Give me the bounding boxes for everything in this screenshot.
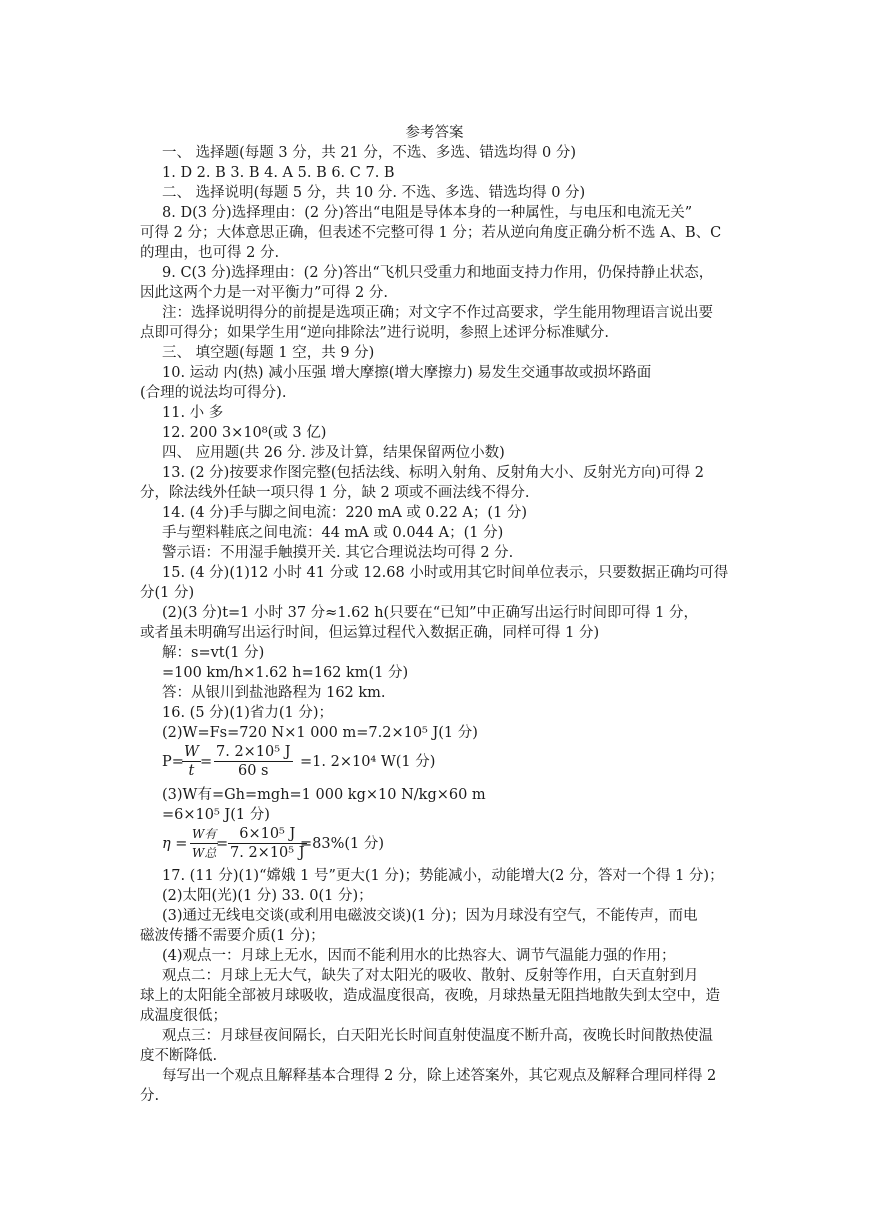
- section-heading: 四、 应用题(共 26 分. 涉及计算，结果保留两位小数): [162, 445, 505, 461]
- fraction-denominator: 7. 2×10⁵ J: [230, 845, 305, 861]
- answer-line: 观点二：月球上无大气，缺失了对太阳光的吸收、散射、反射等作用，白天直射到月: [162, 968, 699, 984]
- answer-line: 的理由，也可得 2 分.: [140, 245, 280, 261]
- fraction-useful-over-total: [190, 825, 218, 862]
- formula-result: =1. 2×10⁴ W(1 分): [300, 754, 436, 770]
- answer-line: 警示语：不用湿手触摸开关. 其它合理说法均可得 2 分.: [162, 545, 514, 561]
- formula-equals: =: [216, 836, 229, 852]
- answer-line: 分(1 分): [140, 585, 195, 601]
- answer-line: 16. (5 分)(1)省力(1 分)；: [162, 705, 334, 721]
- formula-lhs: η =: [162, 836, 188, 852]
- answer-line: 磁波传播不需要介质(1 分)；: [140, 928, 325, 944]
- section-heading: 三、 填空题(每题 1 空，共 9 分): [162, 345, 375, 361]
- answer-line: 球上的太阳能全部被月球吸收，造成温度很高，夜晚，月球热量无阻挡地散失到太空中，造: [140, 988, 720, 1004]
- answer-line: =6×10⁵ J(1 分): [162, 807, 270, 823]
- answer-line: 9. C(3 分)选择理由：(2 分)答出“飞机只受重力和地面支持力作用，仍保持静止状态，: [162, 265, 714, 281]
- answer-line: 10. 运动 内(热) 减小压强 增大摩擦(增大摩擦力) 易发生交通事故或损坏路面: [162, 365, 652, 381]
- answer-line: 12. 200 3×10⁸(或 3 亿): [162, 425, 327, 441]
- fraction-numerator: 6×10⁵ J: [228, 825, 307, 844]
- answer-line: (3)W有=Gh=mgh=1 000 kg×10 N/kg×60 m: [162, 787, 486, 803]
- answer-line: 每写出一个观点且解释基本合理得 2 分，除上述答案外，其它观点及解释合理同样得 2: [162, 1068, 717, 1084]
- formula-equals: =: [200, 754, 213, 770]
- answer-line: 分，除法线外任缺一项只得 1 分，缺 2 项或不画法线不得分.: [140, 485, 530, 501]
- answer-line: 14. (4 分)手与脚之间电流：220 mA 或 0.22 A；(1 分): [162, 505, 528, 521]
- answer-line: (2)W=Fs=720 N×1 000 m=7.2×10⁵ J(1 分): [162, 725, 478, 741]
- answer-line: 1. D 2. B 3. B 4. A 5. B 6. C 7. B: [162, 165, 395, 181]
- answer-line: (2)太阳(光)(1 分) 33. 0(1 分)；: [162, 888, 373, 904]
- answer-line: 分.: [140, 1088, 160, 1104]
- answer-line: 17. (11 分)(1)“嫦娥 1 号”更大(1 分)；势能减小，动能增大(2 分，答对一个得 1 分)；: [162, 868, 724, 884]
- answer-line: (2)(3 分)t=1 小时 37 分≈1.62 h(只要在“已知”中正确写出运行时间即可得 1 分，: [162, 605, 698, 621]
- fraction-denominator: W总: [192, 846, 217, 860]
- answer-line: 度不断降低.: [140, 1048, 218, 1064]
- fraction-work-over-time: [214, 743, 293, 780]
- answer-line: 成温度很低；: [140, 1008, 227, 1024]
- note-line: 点即可得分；如果学生用“逆向排除法”进行说明，参照上述评分标准赋分.: [140, 325, 609, 341]
- section-heading: 二、 选择说明(每题 5 分，共 10 分. 不选、多选、错选均得 0 分): [162, 185, 586, 201]
- answer-line: 解：s=vt(1 分): [162, 645, 265, 661]
- answer-line: 手与塑料鞋底之间电流：44 mA 或 0.044 A；(1 分): [162, 525, 504, 541]
- fraction-values: [228, 825, 307, 862]
- section-heading: 一、 选择题(每题 3 分，共 21 分，不选、多选、错选均得 0 分): [162, 145, 576, 161]
- fraction-denominator: 60 s: [238, 763, 269, 779]
- answer-line: 答：从银川到盐池路程为 162 km.: [162, 685, 386, 701]
- fraction-numerator: 7. 2×10⁵ J: [216, 744, 291, 760]
- answer-line: 可得 2 分；大体意思正确，但表述不完整可得 1 分；若从逆向角度正确分析不选 A、B、C: [140, 225, 722, 241]
- page-title: 参考答案: [405, 125, 464, 141]
- answer-line: 11. 小 多: [162, 405, 224, 421]
- answer-line: 13. (2 分)按要求作图完整(包括法线、标明入射角、反射角大小、反射光方向)可得 2: [162, 465, 704, 481]
- answer-line: =100 km/h×1.62 h=162 km(1 分): [162, 665, 409, 681]
- answer-line: (4)观点一：月球上无水，因而不能利用水的比热容大、调节气温能力强的作用；: [162, 948, 676, 964]
- fraction-denominator: t: [188, 763, 195, 779]
- answer-line: 或者虽未明确写出运行时间，但运算过程代入数据正确，同样可得 1 分): [140, 625, 600, 641]
- answer-line: 因此这两个力是一对平衡力”可得 2 分.: [140, 285, 388, 301]
- fraction-numerator: W: [184, 744, 199, 760]
- answer-line: 15. (4 分)(1)12 小时 41 分或 12.68 小时或用其它时间单位表示，只要数据正确均可得: [162, 565, 729, 581]
- fraction-numerator: W有: [190, 825, 218, 844]
- answer-line: (合理的说法均可得分).: [140, 385, 287, 401]
- fraction-w-over-t: [182, 743, 201, 780]
- answer-line: 观点三：月球昼夜间隔长，白天阳光长时间直射使温度不断升高，夜晚长时间散热使温: [162, 1028, 713, 1044]
- answer-line: 8. D(3 分)选择理由：(2 分)答出“电阻是导体本身的一种属性，与电压和电流无关”: [162, 205, 693, 221]
- note-line: 注：选择说明得分的前提是选项正确；对文字不作过高要求，学生能用物理语言说出要: [162, 305, 713, 321]
- formula-result: =83%(1 分): [300, 836, 385, 852]
- answer-line: (3)通过无线电交谈(或利用电磁波交谈)(1 分)；因为月球没有空气，不能传声，而电: [162, 908, 698, 924]
- formula-lhs: P=: [162, 754, 184, 770]
